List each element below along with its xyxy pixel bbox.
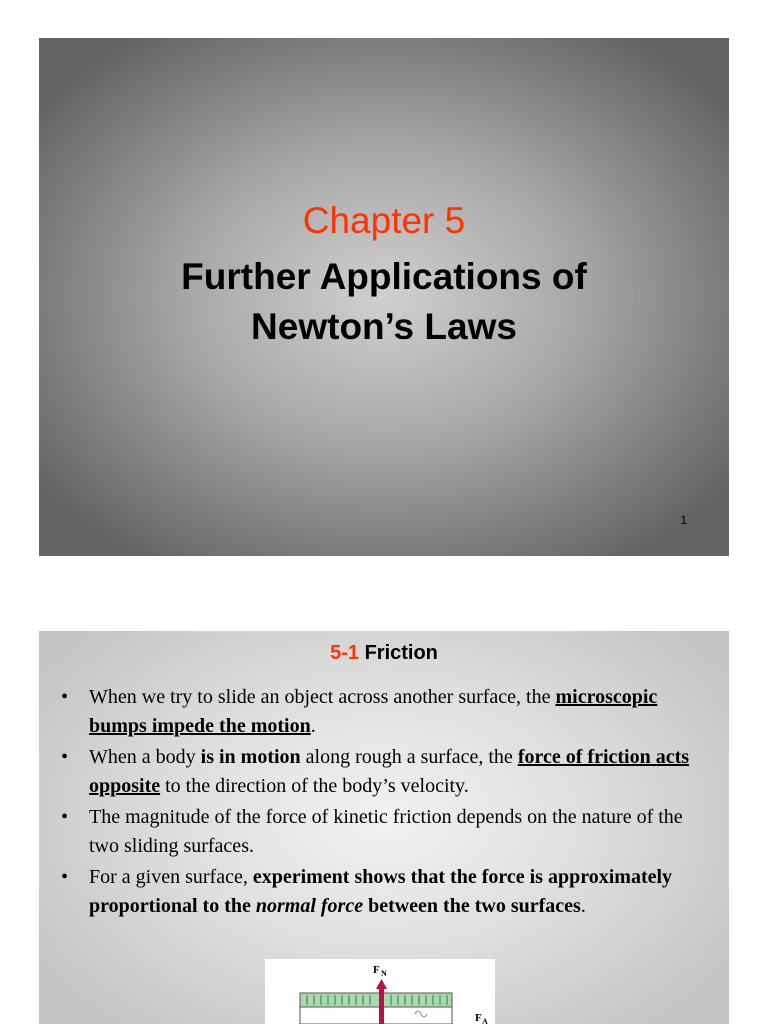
bullet-text: .: [310, 715, 316, 737]
bullet-text: along rough a surface, the: [300, 746, 518, 768]
bullet-emphasis: is in motion: [200, 746, 301, 768]
bullet-item: [61, 683, 691, 741]
normal-force-label-sub: N: [381, 969, 387, 978]
normal-force-arrowhead: [376, 979, 387, 989]
title-slide: [39, 38, 729, 556]
chapter-title-line-1: Further Applications of: [181, 256, 587, 297]
bullet-item: [61, 743, 691, 801]
bullet-text: When we try to slide an object across another surface, the: [89, 686, 556, 708]
bullet-emphasis: between the two surfaces: [363, 895, 581, 917]
section-number: 5-1: [330, 642, 359, 664]
bullet-emphasis: force of friction acts opposite: [89, 746, 690, 797]
bullet-emphasis: experiment shows that the force is approximately proportional to the: [89, 866, 673, 917]
section-title: [39, 642, 729, 665]
page-number: 1: [680, 513, 687, 527]
normal-force-arrow-shaft: [379, 987, 384, 1024]
friction-diagram-svg: [265, 959, 495, 1024]
bullet-item: [61, 863, 691, 921]
normal-force-label: F: [373, 964, 380, 976]
bullet-emphasis: microscopic bumps impede the motion: [89, 686, 658, 737]
bullet-text: When a body: [89, 746, 201, 768]
bullet-text: .: [580, 895, 586, 917]
chapter-title-line-2: Newton’s Laws: [251, 306, 517, 347]
chapter-heading: Chapter 5: [302, 200, 466, 241]
block-top-surface: [300, 993, 452, 1007]
bullet-item: [61, 803, 691, 861]
friction-diagram: [265, 959, 495, 1024]
section-name: Friction: [364, 642, 438, 664]
bullet-text: to the direction of the body’s velocity.: [160, 775, 469, 797]
bullet-text: The magnitude of the force of kinetic friction depends on the nature of the two sliding surfaces.: [89, 806, 683, 857]
applied-force-label: F: [475, 1012, 482, 1024]
bullet-list: [61, 683, 691, 923]
friction-slide: [39, 631, 729, 1024]
chapter-title: [39, 252, 729, 352]
applied-force-label-sub: A: [482, 1017, 488, 1024]
bullet-text: For a given surface,: [89, 866, 253, 888]
bullet-emphasis-italic: normal force: [255, 895, 364, 917]
